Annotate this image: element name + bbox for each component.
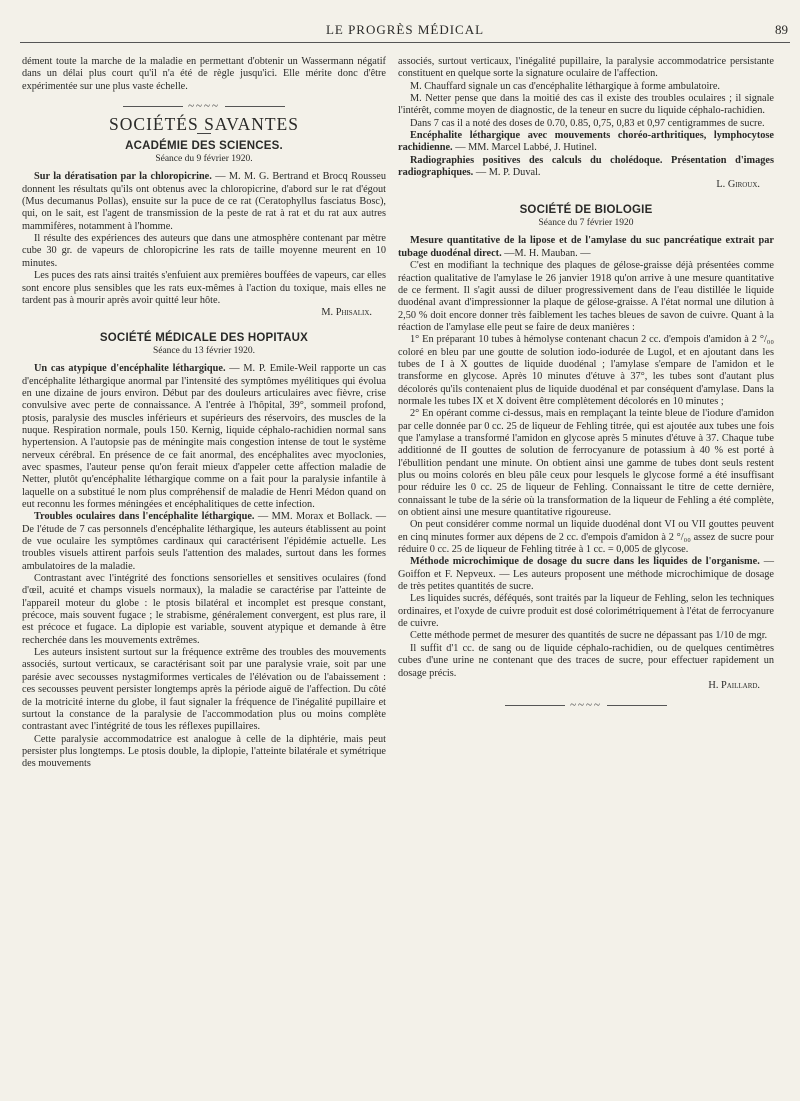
biologie-paragraph: Les liquides sucrés, déféqués, sont traités par la liqueur de Fehling, selon les techniques ordinaires, et l'oxyde de cuivre produit est dosé colorimétriquement à l'état de ferrocyanure de cuivre.	[398, 593, 774, 630]
hopitaux-paragraph: Cette paralysie accommodatrice est analogue à celle de la diphtérie, mais peut persister plus longtemps. Le ptosis double, la diplopie, l'atteinte bilatérale et symétrique des mouvements	[22, 733, 386, 770]
biologie-paragraph: 1° En préparant 10 tubes à hémolyse contenant chacun 2 cc. d'empois d'amidon à 2 °/₀₀ coloré en bleu par une goutte de solution iodo-iodurée de Lugol, et en ajoutant dans les tubes de I à X gouttes de liquide duodénal ; l'amylase s'empare de l'amidon et le transforme en glycose. Après 10 minutes d'étuve à 37°, les tubes sont d'autant plus décolorés qu'ils contenaient plus de liquide duodénal et par conséquent d'amylase. Dans la normale les tubes IX et X doivent être complètement décolorés en 10 minutes ;	[398, 334, 774, 407]
hopitaux-title: SOCIÉTÉ MÉDICALE DES HOPITAUX	[99, 331, 309, 344]
academie-paragraph: Il résulte des expériences des auteurs que dans une atmosphère contenant par mètre cube 30 gr. de vapeurs de chloropicrine les rats de taille moyenne meurent en 10 minutes.	[22, 233, 386, 269]
labbe-paragraph: Encéphalite léthargique avec mouvements choréo-arthritiques, lymphocytose rachidienne. — MM. Marcel Labbé, J. Hutinel.	[398, 130, 774, 154]
academie-paragraph: Sur la dératisation par la chloropicrine. — M. M. G. Bertrand et Brocq Rousseu donnent les résultats qu'ils ont obtenus avec la chloropicrine, d'abord sur le rat d'égout (Mus decumanus Pollas), ensuite sur la puce de ce rat (Ceratophyllus fasciatus Bosc), qui, on le sait, est l'agent de transmission de la peste de rat à rat et du rat aux autres mammifères, notamment à l'homme.	[22, 171, 386, 232]
signature: L. Giroux.	[716, 179, 760, 191]
biologie-paragraph: 2° En opérant comme ci-dessus, mais en remplaçant la teinte bleue de l'iodure d'amidon par celle donnée par 0 cc. 25 de liqueur de Fehling titrée, qui est ajoutée aux tubes une fois que l'amylase a transformé l'amidon en glycose après 5 minutes d'étuve à 37. Chaque tube additionné de II gouttes de solution de ferrocyanure de potassium à 40 % est porté à l'ébullition pendant une minute. On obtient ainsi une gamme de tubes dont seuls restent plus ou moins colorés en bleu pâle ceux pour lesquels le glycose formé a été insuffisant pour réduire les 0 cc. 25 de liqueur de Fehling. Connaissant le titre de cette dernière, connaissant le tube de la série où la transformation de la liqueur de Fehling a été complète, on obtient ainsi une mesure quantitative rigoureuse.	[398, 408, 774, 519]
continued-paragraph: associés, surtout verticaux, l'inégalité pupillaire, la paralysie accommodatrice persistante constituent en quelque sorte la signature oculaire de l'affection.	[398, 56, 774, 80]
section-title: SOCIÉTÉS SAVANTES	[109, 114, 299, 135]
hopitaux-paragraph: Contrastant avec l'intégrité des fonctions sensorielles et sensitives oculaires (fond d'œil, acuité et champs visuels normaux), la maladie se caractérise par l'atteinte de l'appareil moteur du globe : le ptosis bilatéral et incomplet est presque constant, précoce, mais souvent fugace ; le strabisme, généralement convergent, est plus rare, il est précoce et fugace. La diplopie est variable, souvent atypique et demande à être recherchée dans les mouvements extrêmes.	[22, 573, 386, 646]
signature: M. Phisalix.	[321, 307, 372, 319]
ornament-divider: ~~~~	[22, 100, 386, 112]
biologie-paragraph: Cette méthode permet de mesurer des quantités de sucre ne dépassant pas 1/10 de mgr.	[410, 630, 768, 642]
biologie-title: SOCIÉTÉ DE BIOLOGIE	[519, 203, 653, 216]
academie-paragraph: Les puces des rats ainsi traités s'enfuient aux premières bouffées de vapeurs, car elles sont encore plus sensibles que les rats eux-mêmes à l'action du toxique, mais elles ne tardent pas à mourir après avoir quitté leur hôte.	[22, 270, 386, 306]
page-number: 89	[775, 22, 788, 37]
biologie-paragraph: Il suffit d'1 cc. de sang ou de liquide céphalo-rachidien, ou de quelques centimètres cubes d'une urine ne contenant que des traces de sucre, pour effectuer rapidement un dosage précis.	[398, 642, 774, 679]
running-title: LE PROGRÈS MÉDICAL	[325, 22, 485, 37]
page-header	[20, 22, 790, 43]
hopitaux-paragraph: Un cas atypique d'encéphalite léthargique. — M. P. Emile-Weil rapporte un cas d'encéphalite léthargique anormal par l'intensité des symptômes myélitiques qui évolua en une dizaine de jours environ. Début par des douleurs articulaires avec fièvre, crise convulsive avec perte de connaissance. A l'entrée à l'hôpital, 39°, sommeil profond, ptosis, paralysie des muscles inférieurs et supérieurs des réservoirs, des muscles de la nuque. Respiration normale, pouls 150. Kernig, liquide céphalo-rachidien normal sans hypertension. A l'autopsie pas de méningite mais congestion intense de tout le système nerveux cérébral. En présence de ce fait anormal, des encéphalites avec myoclonies, avec spasmes, l'auteur pense qu'on ferait mieux d'appeler cette affection maladie de Netter, plutôt qu'encéphalite léthargique comme on a fait pour la paralysie infantile à laquelle on a substitué le nom plus compréhensif de maladie de Henri Médon quand on eut reconnu les formes méningées et encéphalitiques de cette infection.	[22, 363, 386, 510]
biologie-paragraph: Mesure quantitative de la lipose et de l'amylase du suc pancréatique extrait par tubage duodénal direct. —M. H. Mauban. —	[398, 235, 774, 259]
right-column	[398, 56, 774, 718]
doses-paragraph: Dans 7 cas il a noté des doses de 0.70, 0.85, 0,75, 0,83 et 0,97 centigrammes de sucre.	[410, 117, 765, 129]
hopitaux-paragraph: Troubles oculaires dans l'encéphalite léthargique. — MM. Morax et Bollack. — De l'étude de 7 cas personnels d'encéphalite léthargique, les auteurs établissent au point de vue oculaire les symptômes cardinaux qui caractérisent l'épidémie actuelle. Les troubles visuels attirent parfois seuls l'attention des malades, surtout dans les formes ambulatoires de la maladie.	[22, 511, 386, 572]
ornament-divider: ~~~~	[398, 699, 774, 711]
chauffard-paragraph: M. Chauffard signale un cas d'encéphalite léthargique à forme ambulatoire.	[410, 80, 720, 92]
signature: H. Paillard.	[708, 679, 760, 691]
netter-paragraph: M. Netter pense que dans la moitié des cas il existe des troubles oculaires ; il signale l'intérêt, comme moyen de diagnostic, de la teneur en sucre du liquide céphalo-rachidien.	[398, 93, 774, 117]
intro-paragraph: dément toute la marche de la maladie en permettant d'obtenir un Wassermann négatif dans un délai plus court qu'il n'a été de règle jusqu'ici. Elle mérite donc d'être expérimentée sur une plus vaste échelle.	[22, 56, 386, 92]
biologie-paragraph: Méthode microchimique de dosage du sucre dans les liquides de l'organisme. — Goiffon et F. Nepveux. — Les auteurs proposent une méthode microchimique de dosage de très petites quantités de sucre.	[398, 556, 775, 593]
hopitaux-date: Séance du 13 février 1920.	[152, 345, 256, 356]
biologie-paragraph: On peut considérer comme normal un liquide duodénal dont VI ou VII gouttes peuvent en cinq minutes former aux dépens de 2 cc. d'empois d'amidon à 2 °/₀₀ assez de sucre pour réduire 0 cc. 25 de liqueur de Fehling titrée à 1 cc. = 0,005 de glycose.	[398, 519, 774, 556]
left-column	[22, 56, 386, 771]
academie-title: ACADÉMIE DES SCIENCES.	[125, 139, 283, 152]
hopitaux-paragraph: Les auteurs insistent surtout sur la fréquence extrême des troubles des mouvements associés, surtout verticaux, se caractérisant soit par une paralysie vraie, soit par une parésie avec secousses nystagmiformes verticales de l'élévation ou de l'abaissement : ces secousses peuvent persister longtemps après la période aiguë de l'affection. Du côté de la motricité interne du globe, il faut signaler la fréquence de l'inégalité pupillaire et surtout la constance de la paralysie de l'accommodation plus ou moins complète contrastant avec l'intégrité de tous les réflexes pupillaires.	[22, 647, 386, 733]
biologie-paragraph: C'est en modifiant la technique des plaques de gélose-graisse déjà présentées comme réaction qualitative de l'amylase le 26 janvier 1918 qu'on arrive à une mesure quantitative de ce ferment. Il s'agit aussi de diluer progressivement dans de l'eau distillée le liquide duodénal avant d'impressionner la plaque de gélose-graisse. A l'état normal une dilution à 2,50 % doit encore donner très faiblement les taches bleues de savon de cuivre. Quant à la réaction de l'amylase elle peut se faire de deux manières :	[398, 260, 774, 333]
academie-date: Séance du 9 février 1920.	[155, 154, 253, 165]
duval-paragraph: Radiographies positives des calculs du cholédoque. Présentation d'images radiographiques. — M. P. Duval.	[398, 154, 774, 179]
biologie-date: Séance du 7 février 1920	[538, 218, 634, 229]
